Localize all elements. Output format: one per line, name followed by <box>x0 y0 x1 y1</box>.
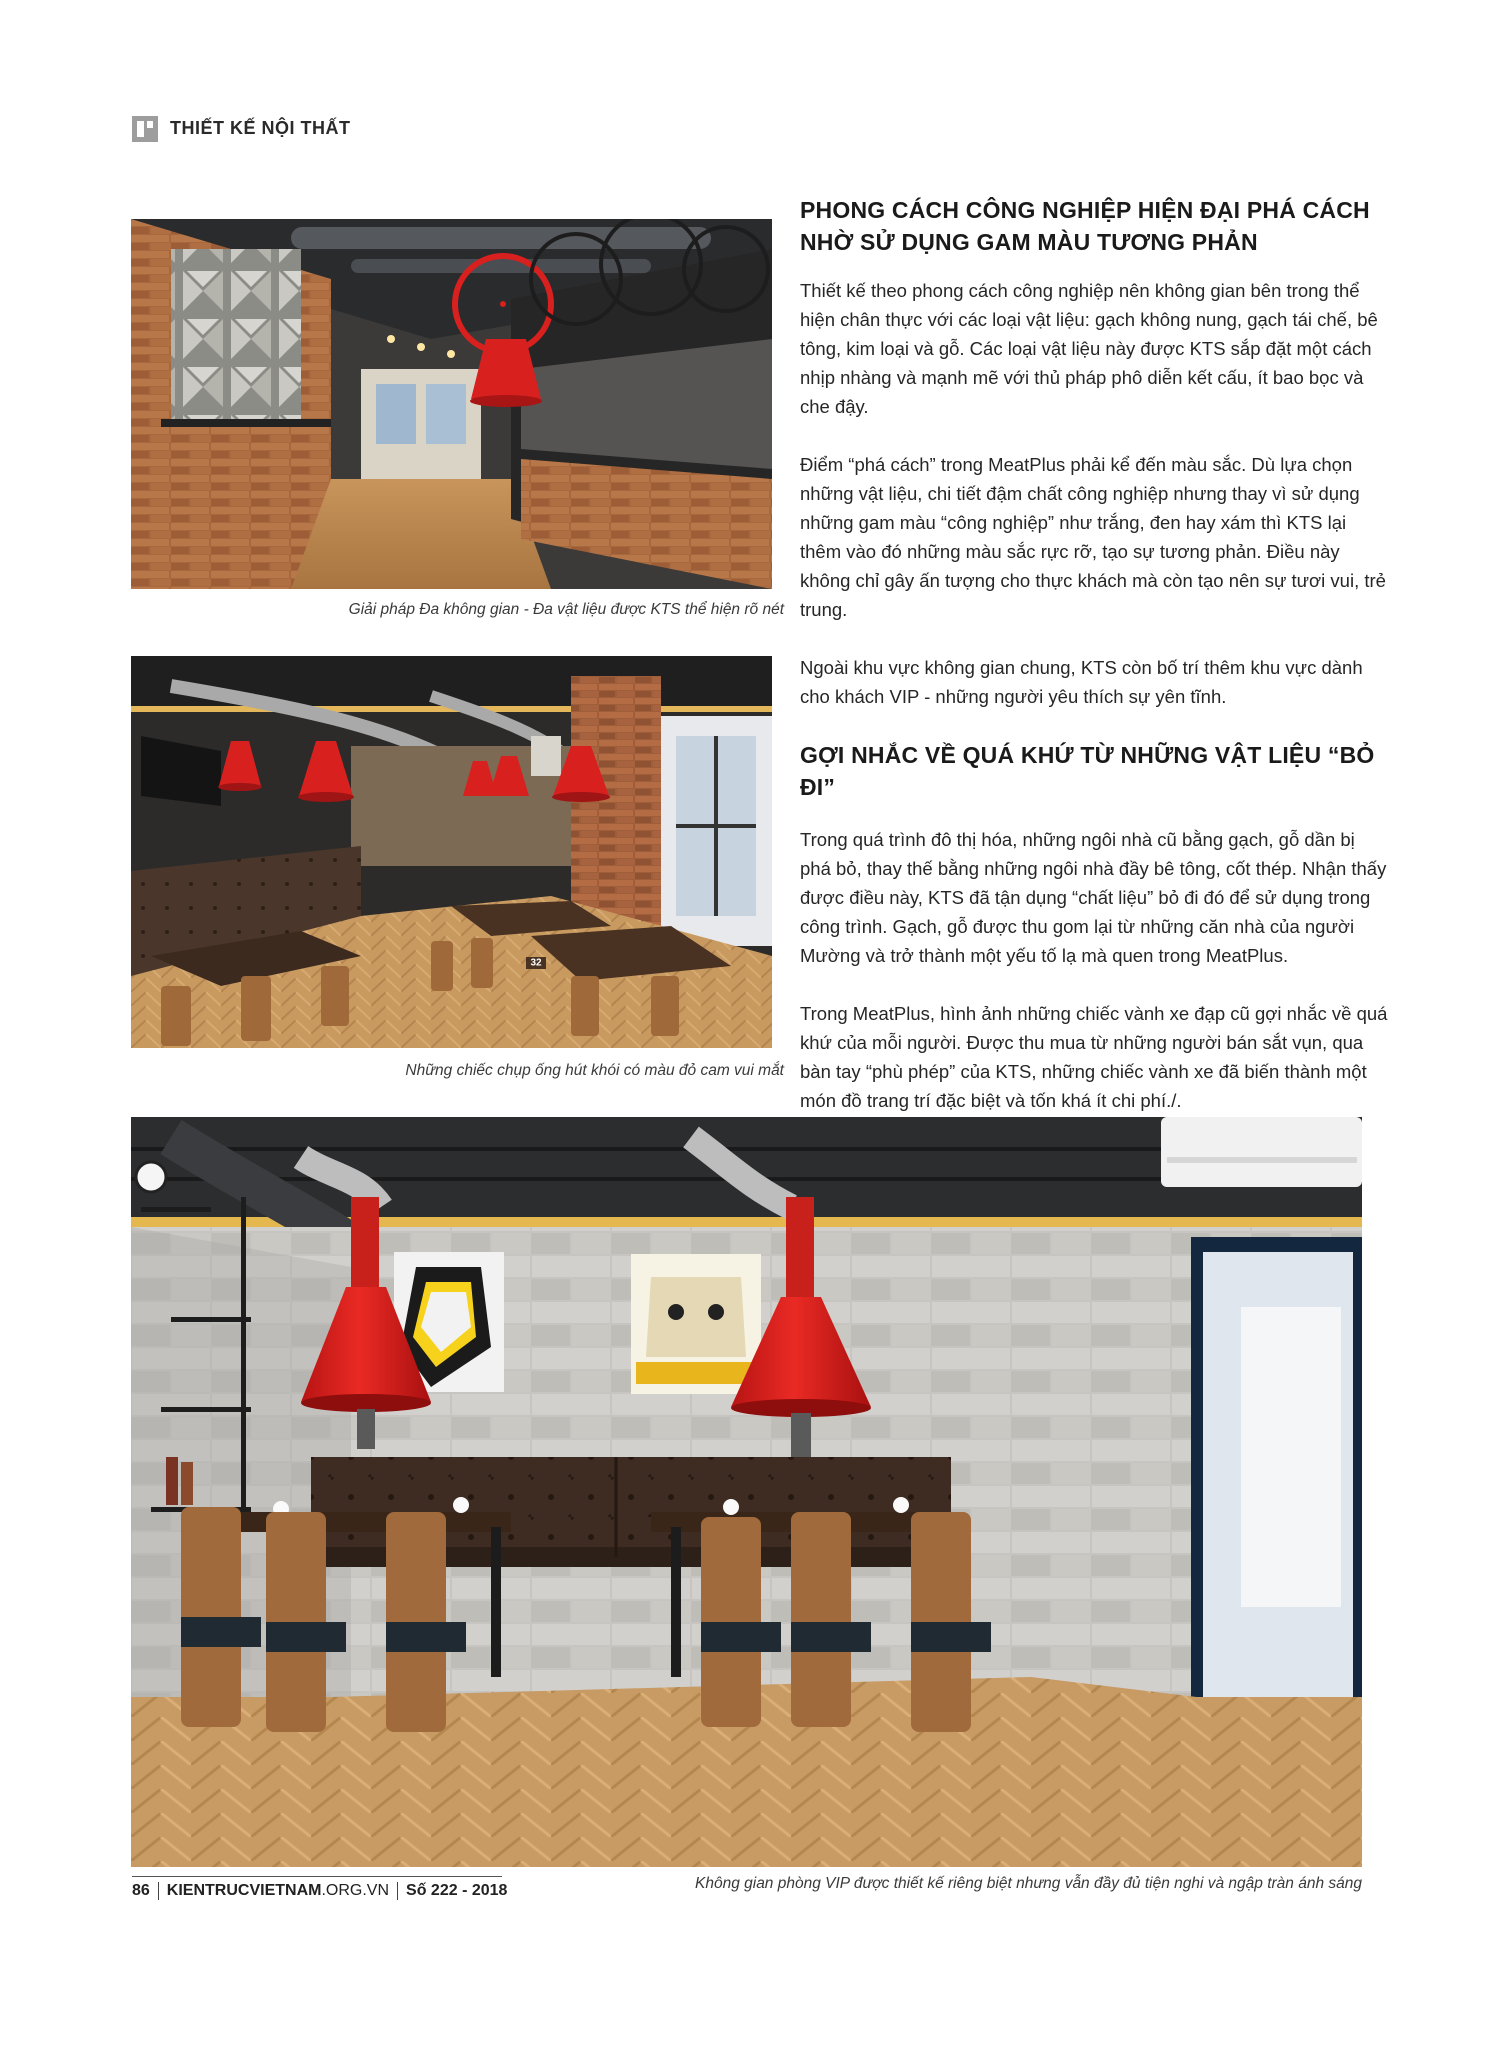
footer-rule <box>132 1876 502 1877</box>
footer-divider <box>397 1882 398 1900</box>
photo-1-caption: Giải pháp Đa không gian - Đa vật liệu được KTS thể hiện rõ nét <box>348 601 784 618</box>
footer-divider <box>158 1882 159 1900</box>
photo-corridor-bicycle-wheels <box>131 219 772 589</box>
photo-vip-room <box>131 1117 1362 1867</box>
magazine-section-logo-icon <box>132 116 158 142</box>
heading-industrial-style: PHONG CÁCH CÔNG NGHIỆP HIỆN ĐẠI PHÁ CÁCH NHỜ SỬ DỤNG GAM MÀU TƯƠNG PHẢN <box>800 197 1370 255</box>
photo-dining-red-hoods <box>131 656 772 1048</box>
photo-2-caption: Những chiếc chụp ống hút khói có màu đỏ cam vui mắt <box>405 1062 784 1079</box>
paragraph-urbanization: Trong quá trình đô thị hóa, những ngôi nhà cũ bằng gạch, gỗ dần bị phá bỏ, thay thế bằng những ngôi nhà đầy bê tông, cốt thép. Nhận thấy được điều này, KTS đã tận dụng “chất liệu” bỏ đi đó để sử dụng trong công trình. Gạch, gỗ được thu gom lại từ những căn nhà của người Mường và trở thành một yếu tố lạ mà quen trong MeatPlus. <box>800 829 1387 966</box>
site-domain: .ORG.VN <box>321 1882 390 1899</box>
photo-3-caption: Không gian phòng VIP được thiết kế riêng biệt nhưng vẫn đầy đủ tiện nghi và ngập tràn ánh sáng <box>695 1875 1362 1892</box>
page-footer <box>132 1882 507 1900</box>
paragraph-vip: Ngoài khu vực không gian chung, KTS còn bố trí thêm khu vực dành cho khách VIP - những người yêu thích sự yên tĩnh. <box>800 657 1363 707</box>
heading-discarded-materials: GỢI NHẮC VỀ QUÁ KHỨ TỪ NHỮNG VẬT LIỆU “BỎ ĐI” <box>800 742 1375 800</box>
page-number: 86 <box>132 1882 150 1899</box>
article-column <box>800 194 1388 1115</box>
paragraph-bicycle-wheels: Trong MeatPlus, hình ảnh những chiếc vành xe đạp cũ gợi nhắc về quá khứ của mỗi người. Được thu mua từ những người bán sắt vụn, qua bàn tay “phù phép” của KTS, những chiếc vành xe đã biến thành một món đồ trang trí đặc biệt và tốn khá ít chi phí./. <box>800 1003 1388 1111</box>
section-label: THIẾT KẾ NỘI THẤT <box>170 118 351 138</box>
issue-number: Số 222 - 2018 <box>406 1882 508 1899</box>
paragraph-colors: Điểm “phá cách” trong MeatPlus phải kể đến màu sắc. Dù lựa chọn những vật liệu, chi tiết đậm chất công nghiệp nhưng thay vì sử dụng những gam màu “công nghiệp” như trắng, đen hay xám thì KTS lại thêm vào đó những màu sắc rực rỡ, tạo sự tương phản. Điều này không chỉ gây ấn tượng cho thực khách mà còn tạo nên sự tươi vui, trẻ trung. <box>800 454 1386 620</box>
table-number: 32 <box>530 957 542 969</box>
site-name: KIENTRUCVIETNAM <box>166 1882 322 1899</box>
paragraph-materials: Thiết kế theo phong cách công nghiệp nên không gian bên trong thể hiện chân thực với các loại vật liệu: gạch không nung, gạch tái chế, bê tông, kim loại và gỗ. Các loại vật liệu này được KTS sắp đặt một cách nhịp nhàng và mạnh mẽ với thủ pháp phô diễn kết cấu, ít bao bọc và che đậy. <box>800 280 1378 417</box>
